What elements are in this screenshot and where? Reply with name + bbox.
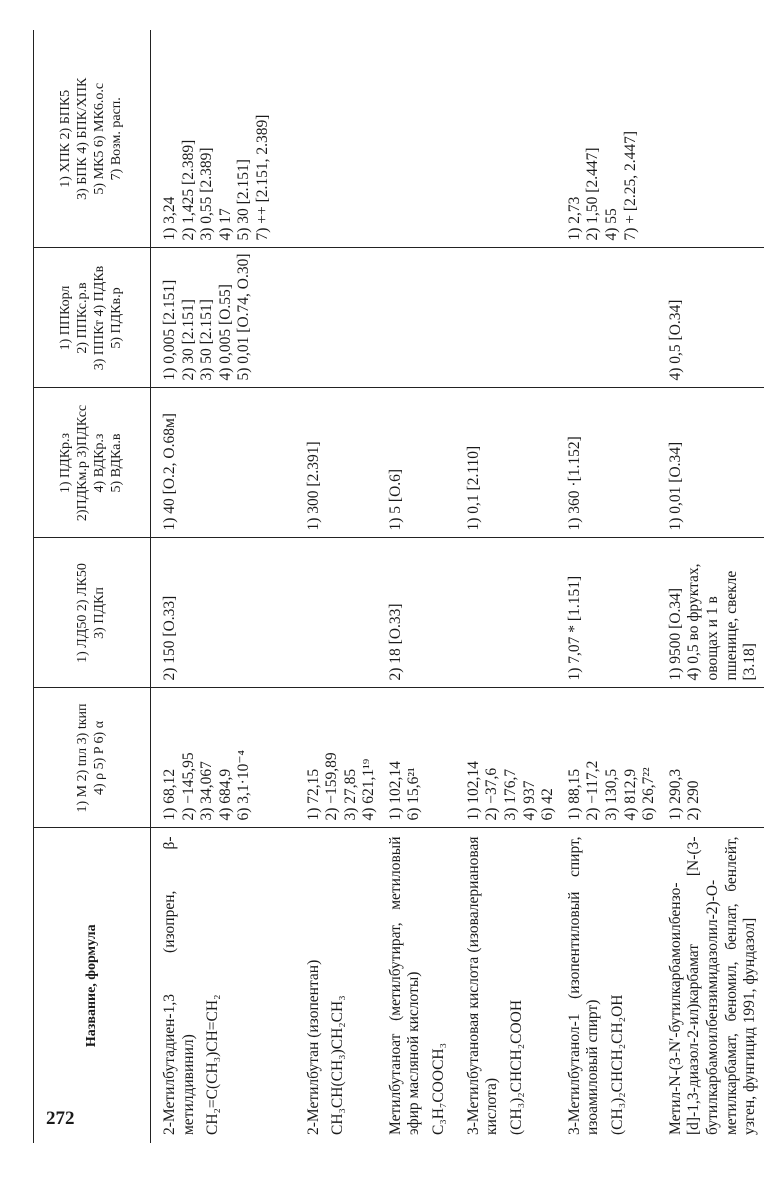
name-formula-cell — [562, 828, 663, 1143]
value-line: 4) 0,005 [О.55] — [216, 284, 234, 381]
value-line: 2) 18 [О.33] — [386, 603, 404, 681]
table-row — [301, 30, 383, 1143]
biodegradation-cell — [151, 30, 301, 248]
water-limits-cell — [151, 248, 301, 388]
air-limits-cell — [562, 388, 663, 538]
compound-name: Метил-N-(3-N′-бутилкарбамоилбензо-[d]-1,3-диазол-2-ил)карбамат [N-(3-бутилкарбамоилбензимидазолил-2)-O-метилкарбамат, беномил, бенлат, бенлейт, узген, фунгицид 1991, фундазол] — [666, 836, 759, 1135]
value-line: 6) 26,7²² — [640, 767, 658, 821]
biodegradation-cell — [562, 30, 663, 248]
value-line: 1) 2,73 — [565, 196, 583, 241]
name-formula-cell — [151, 828, 301, 1143]
header-water-limits: 1) ППКорл 2) ППКс.р.в 3) ППКт 4) ПДКв 5) ПДКв.р — [34, 248, 151, 388]
value-line: 5) 30 [2.151] — [235, 159, 253, 241]
compound-formula: C₃H₇COOCH₃ — [430, 1042, 448, 1135]
biodegradation-cell — [301, 30, 383, 248]
toxicity-cell — [383, 538, 461, 688]
value-line: 2) −145,95 — [179, 752, 197, 821]
value-line: 6) 42 — [539, 788, 557, 821]
toxicity-cell — [301, 538, 383, 688]
value-line: 1) 0,01 [О.34] — [666, 441, 684, 531]
value-line: 3) 176,7 — [502, 768, 520, 821]
name-formula-cell — [461, 828, 562, 1143]
value-line: 4) 684,9 — [216, 768, 234, 821]
table-row — [383, 30, 461, 1143]
air-limits-cell — [383, 388, 461, 538]
air-limits-cell — [461, 388, 562, 538]
compound-formula: CH₂=C(CH₃)CH=CH₂ — [204, 994, 222, 1135]
value-line: 4) 55 — [603, 208, 621, 241]
physical-props-cell — [562, 688, 663, 828]
value-line: 1) 9500 [О.34] — [666, 587, 684, 681]
value-line: 1) 300 [2.391] — [304, 441, 322, 531]
value-line: 6) 3,1·10⁻⁴ — [235, 750, 253, 821]
physical-props-cell — [383, 688, 461, 828]
compound-name: 3-Метилбутанол-1 (изопентиловый спирт, изоамиловый спирт) — [565, 836, 602, 1135]
header-name-formula: Название, формула — [34, 828, 151, 1143]
water-limits-cell — [383, 248, 461, 388]
value-line: 1) 5 [О.6] — [386, 468, 404, 531]
page-number: 272 — [46, 1108, 75, 1129]
value-line: 1) 40 [О.2, О.68м] — [161, 413, 178, 531]
value-line: 2) 1,425 [2.389] — [179, 139, 197, 241]
physical-props-cell — [301, 688, 383, 828]
header-air-limits: 1) ПДКр.з 2)ПДКм.р 3)ПДКсс 4) ВДКр.з 5) ВДКа.в — [34, 388, 151, 538]
value-line: 1) 88,15 — [565, 768, 583, 821]
air-limits-cell — [301, 388, 383, 538]
value-line: 2) 1,50 [2.447] — [584, 147, 602, 241]
header-biodegradation: 1) ХПК 2) БПК5 3) БПК 4) БПК/ХПК 5) МК5 6) МК6.о.с 7) Возм. расп. — [34, 30, 151, 248]
value-line: 4) 937 — [520, 780, 538, 821]
name-formula-cell — [663, 828, 764, 1143]
compound-name: Метилбутаноат (метилбутират, метиловый эфир масляной кислоты) — [386, 836, 423, 1135]
value-line: 3) 27,85 — [341, 768, 359, 821]
value-line: 2) −37,6 — [483, 767, 501, 821]
table-row — [663, 30, 764, 1143]
physical-props-cell — [663, 688, 764, 828]
toxicity-cell — [663, 538, 764, 688]
value-line: 1) 290,3 — [666, 768, 684, 821]
physical-props-cell — [151, 688, 301, 828]
header-toxicity: 1) ЛД50 2) ЛК50 3) ПДКп — [34, 538, 151, 688]
value-line: 1) 0,005 [2.151] — [161, 279, 178, 381]
value-line: 1) 68,12 — [161, 768, 178, 821]
physical-props-cell — [461, 688, 562, 828]
value-line: 7) + [2.25, 2.447] — [621, 131, 639, 241]
value-line: 1) 102,14 — [386, 761, 404, 821]
water-limits-cell — [663, 248, 764, 388]
table-header-row — [34, 30, 151, 1143]
value-line: 4) 812,9 — [621, 768, 639, 821]
value-line: 2) −159,89 — [323, 752, 341, 821]
header-physical-props: 1) M 2) tпл 3) tкип 4) ρ 5) P 6) α — [34, 688, 151, 828]
value-line: 1) 102,14 — [464, 761, 482, 821]
value-line: 2) 150 [О.33] — [161, 595, 178, 681]
compound-name: 2-Метилбутадиен-1,3 (изопрен, β-метилдивинил) — [161, 836, 197, 1135]
biodegradation-cell — [663, 30, 764, 248]
name-formula-cell — [383, 828, 461, 1143]
value-line: 3) 130,5 — [603, 768, 621, 821]
value-line: 3) 34,067 — [198, 761, 216, 821]
compound-formula: (CH₃)₂CHCH₂COOH — [508, 999, 526, 1135]
value-line: 1) 3,24 — [161, 196, 178, 241]
value-line: 4) 0,5 во фруктах, овощах и 1 в пшенице, свекле [3.18] — [685, 563, 759, 681]
table-row — [151, 30, 301, 1143]
name-formula-cell — [301, 828, 383, 1143]
value-line: 7) ++ [2.151, 2.389] — [253, 114, 271, 241]
value-line: 3) 0,55 [2.389] — [198, 147, 216, 241]
air-limits-cell — [663, 388, 764, 538]
biodegradation-cell — [383, 30, 461, 248]
water-limits-cell — [301, 248, 383, 388]
water-limits-cell — [562, 248, 663, 388]
value-line: 1) 72,15 — [304, 768, 322, 821]
data-table — [33, 30, 764, 1143]
table-row — [562, 30, 663, 1143]
biodegradation-cell — [461, 30, 562, 248]
value-line: 4) 621,1¹⁹ — [360, 758, 378, 821]
value-line: 3) 50 [2.151] — [198, 299, 216, 381]
compound-name: 3-Метилбутановая кислота (изовалериановая кислота) — [464, 836, 501, 1135]
value-line: 1) 360 ·[1.152] — [565, 436, 583, 531]
value-line: 1) 7,07 * [1.151] — [565, 575, 583, 681]
compound-name: 2-Метилбутан (изопентан) — [304, 959, 322, 1135]
rotated-table-container — [33, 30, 759, 1143]
table-row — [461, 30, 562, 1143]
value-line: 2) 290 — [685, 780, 703, 821]
toxicity-cell — [461, 538, 562, 688]
value-line: 2) 30 [2.151] — [179, 299, 197, 381]
value-line: 1) 0,1 [2.110] — [464, 445, 482, 531]
toxicity-cell — [562, 538, 663, 688]
value-line: 6) 15,6²¹ — [405, 767, 423, 821]
air-limits-cell — [151, 388, 301, 538]
value-line: 2) −117,2 — [584, 760, 602, 821]
water-limits-cell — [461, 248, 562, 388]
toxicity-cell — [151, 538, 301, 688]
compound-formula: (CH₃)₂CHCH₂CH₂OH — [609, 994, 627, 1135]
compound-formula: CH₃CH(CH₃)CH₂CH₃ — [329, 995, 347, 1135]
value-line: 4) 0,5 [О.34] — [666, 299, 684, 381]
value-line: 4) 17 — [216, 208, 234, 241]
value-line: 5) 0,01 [О.74, О.30] — [235, 253, 253, 381]
